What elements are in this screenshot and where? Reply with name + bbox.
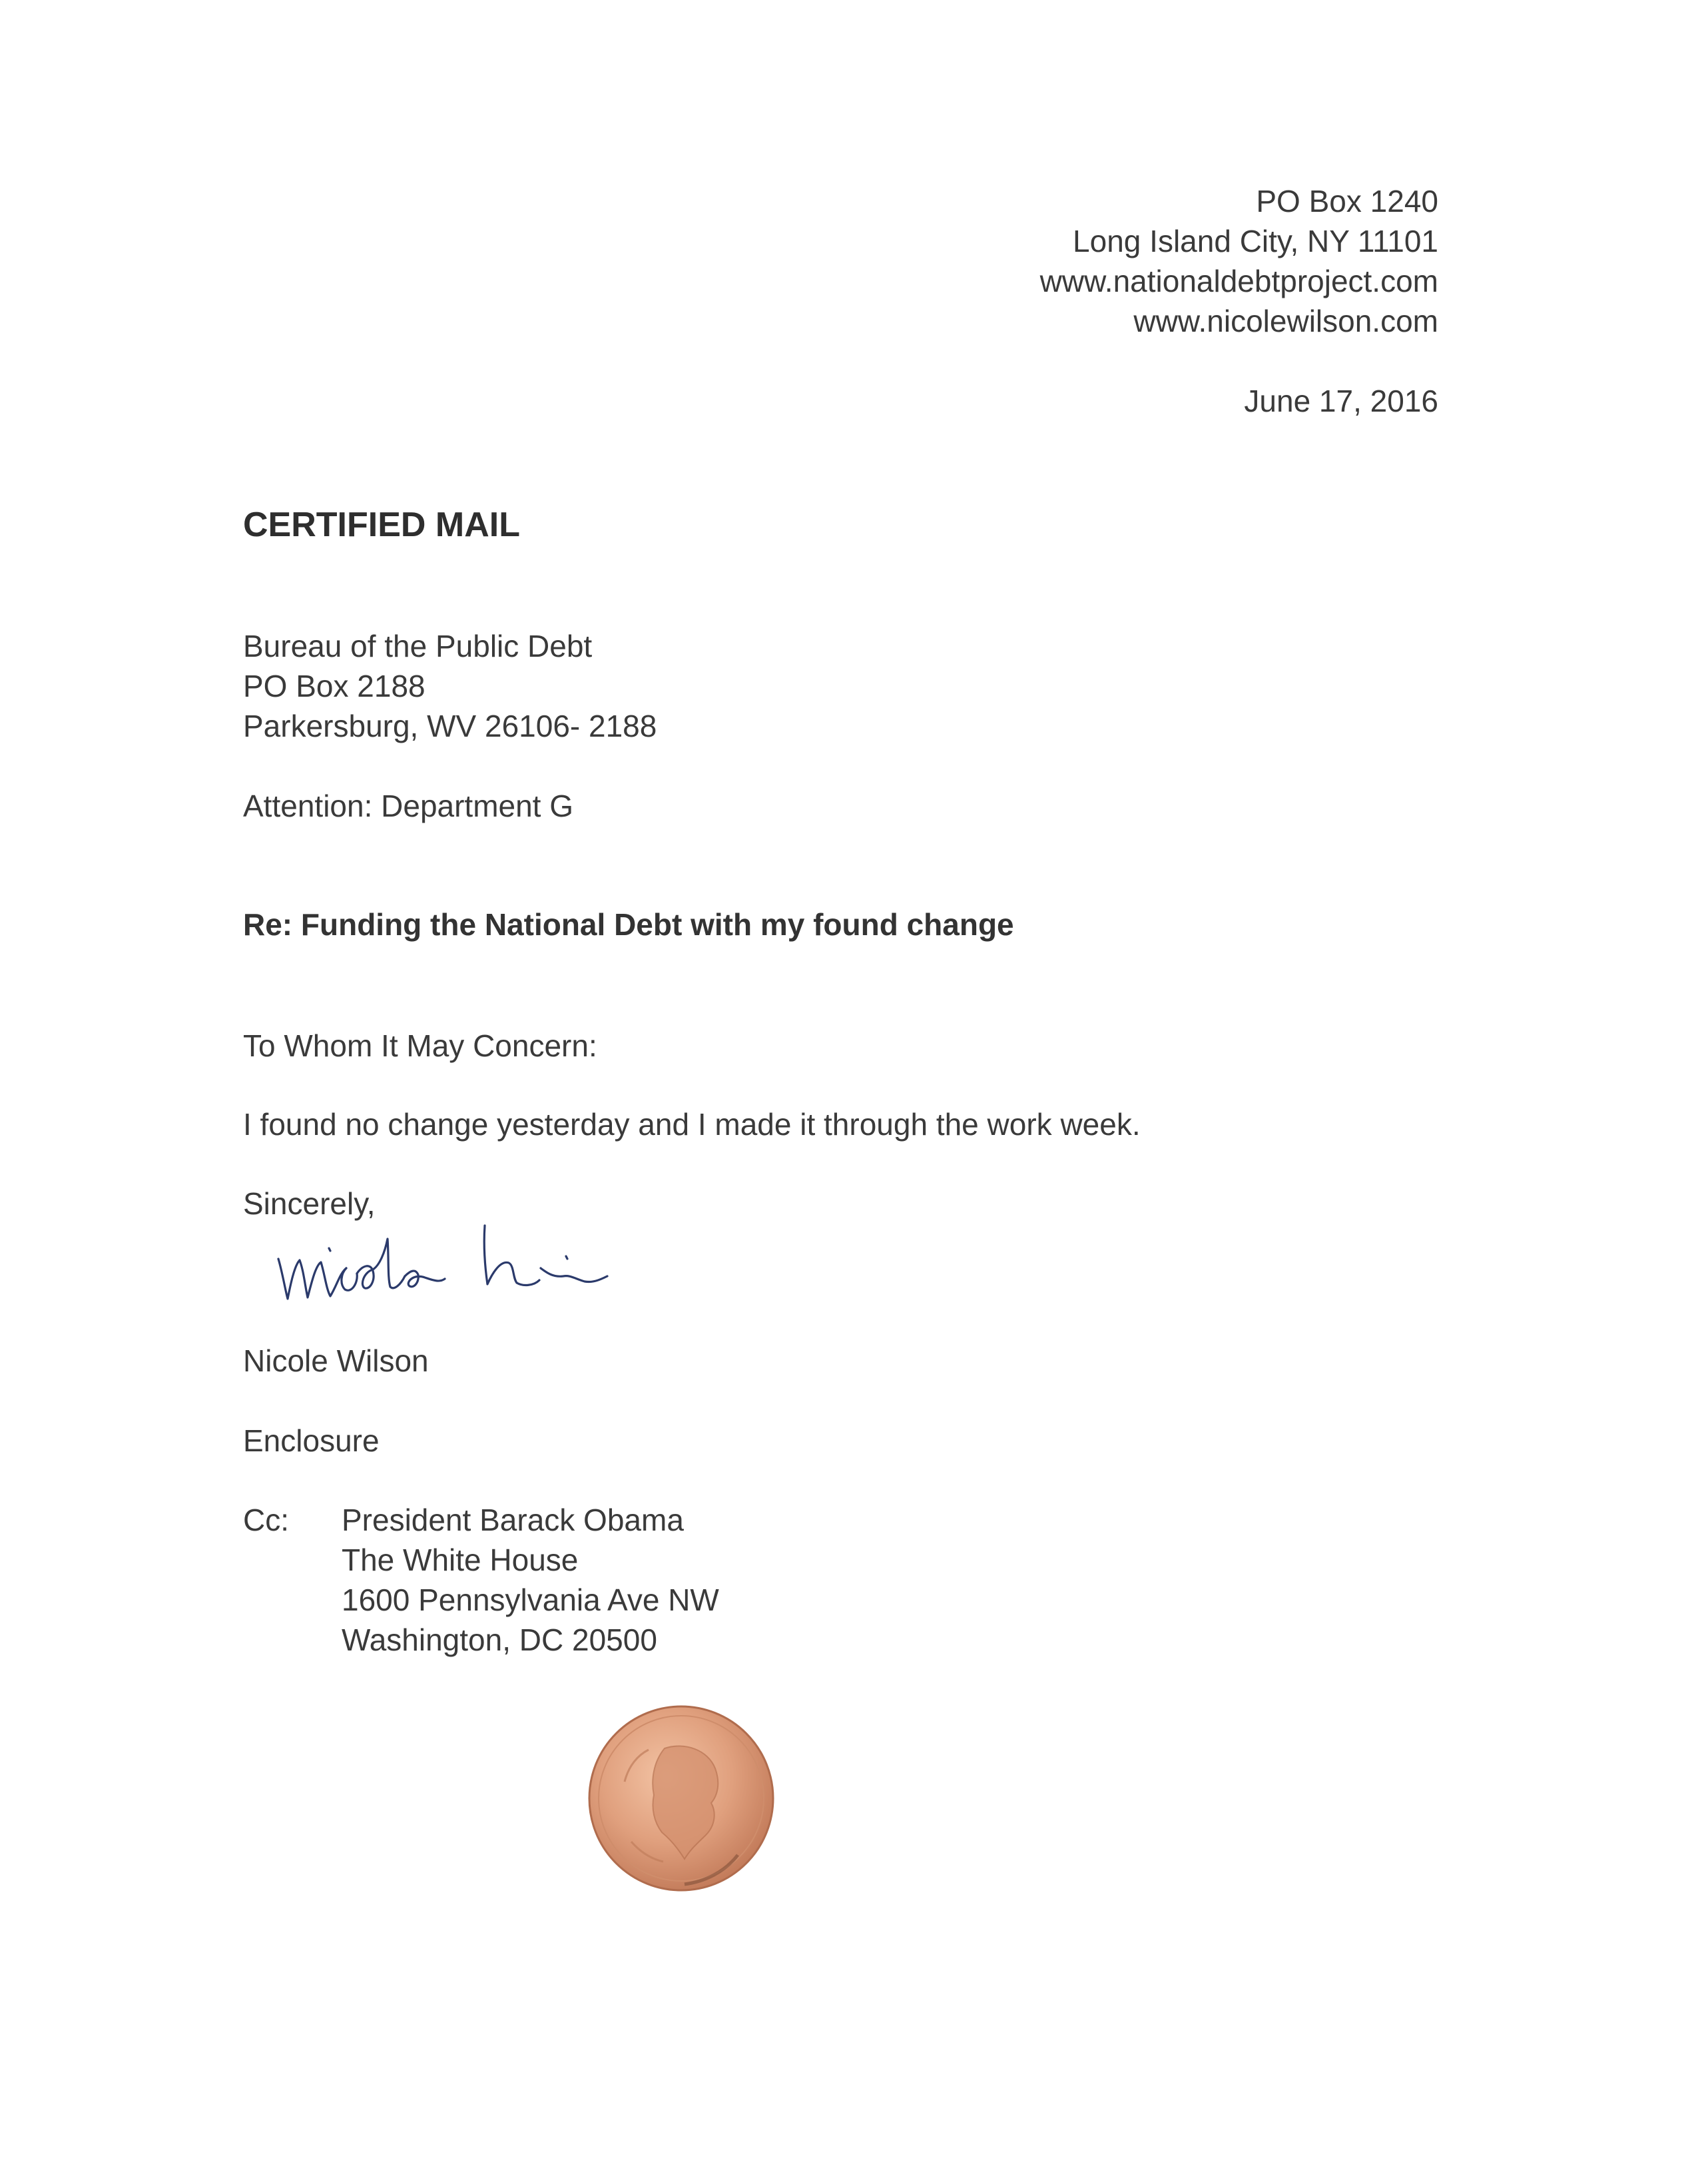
sender-address-line-1: PO Box 1240	[1256, 184, 1438, 218]
attention-line: Attention: Department G	[243, 789, 574, 823]
cc-line-4: Washington, DC 20500	[342, 1623, 657, 1657]
letter-date: June 17, 2016	[1244, 384, 1438, 418]
penny-coin	[585, 1702, 778, 1895]
recipient-line-1: Bureau of the Public Debt	[243, 629, 593, 663]
body-paragraph: I found no change yesterday and I made it through the work week.	[243, 1107, 1141, 1142]
sender-address-line-2: Long Island City, NY 11101	[1073, 224, 1438, 258]
sender-website-1: www.nationaldebtproject.com	[1039, 264, 1438, 298]
handwritten-signature	[273, 1199, 633, 1319]
closing: Sincerely,	[243, 1186, 376, 1221]
subject-line: Re: Funding the National Debt with my found change	[243, 907, 1014, 942]
enclosure-note: Enclosure	[243, 1423, 380, 1458]
sender-website-2: www.nicolewilson.com	[1133, 304, 1438, 338]
signer-name: Nicole Wilson	[243, 1343, 429, 1378]
certified-mail-heading: CERTIFIED MAIL	[243, 506, 520, 544]
cc-line-1: President Barack Obama	[342, 1503, 684, 1537]
cc-line-2: The White House	[342, 1543, 579, 1577]
recipient-line-3: Parkersburg, WV 26106- 2188	[243, 709, 657, 743]
salutation: To Whom It May Concern:	[243, 1028, 597, 1063]
cc-label: Cc:	[243, 1503, 289, 1537]
cc-line-3: 1600 Pennsylvania Ave NW	[342, 1583, 719, 1617]
recipient-line-2: PO Box 2188	[243, 669, 425, 703]
